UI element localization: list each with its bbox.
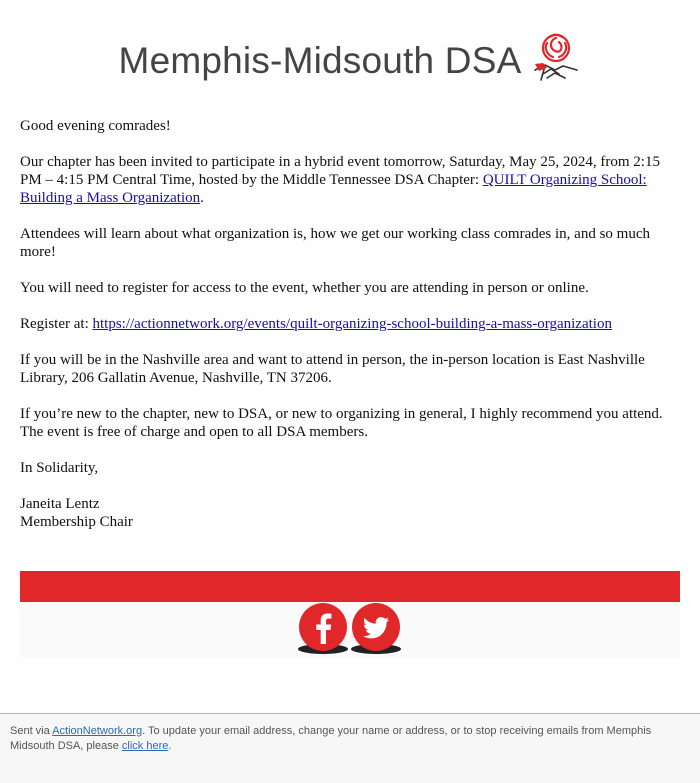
twitter-icon[interactable] (350, 603, 402, 655)
register-paragraph (20, 315, 680, 333)
email-body (20, 117, 680, 531)
unsubscribe-link[interactable]: click here (121, 740, 169, 752)
location-paragraph: If you will be in the Nashville area and want to attend in person, the in-person location is East Nashville Library, 206 Gallatin Avenue, Nashville, TN 37206. (20, 352, 645, 386)
footer-text (10, 724, 680, 754)
footer-middle: . To update your email address, change your name or address, or to stop receiving emails from Memphis Midsouth DSA, please (10, 725, 652, 752)
footer-prefix: Sent via (10, 725, 53, 737)
sender-name: Janeita Lentz (20, 496, 100, 512)
email-header (0, 34, 700, 88)
register-label: Register at: (20, 316, 93, 332)
event-link[interactable]: QUILT Organizing School: Building a Mass Organization (20, 172, 647, 206)
chapter-title: Memphis-Midsouth DSA (118, 40, 522, 81)
greeting: Good evening comrades! (20, 118, 171, 134)
event-paragraph (20, 153, 680, 207)
facebook-icon[interactable] (297, 603, 349, 655)
actionnetwork-link[interactable]: ActionNetwork.org (52, 725, 143, 737)
sender-title: Membership Chair (20, 514, 133, 530)
closing: In Solidarity, (20, 460, 99, 476)
register-link[interactable]: https://actionnetwork.org/events/quilt-organizing-school-building-a-mass-organization (92, 316, 612, 332)
attendees-paragraph: Attendees will learn about what organization is, how we get our working class comrades in, and so much more! (20, 226, 650, 260)
event-text-end: . (200, 190, 204, 206)
recommend-paragraph: If you’re new to the chapter, new to DSA, or new to organizing in general, I highly recommend you attend. The event is free of charge and open to all DSA members. (20, 406, 663, 440)
footer-suffix: . (168, 740, 172, 752)
event-text: Our chapter has been invited to participate in a hybrid event tomorrow, Saturday, May 25, 2024, from 2:15 PM – 4:15 PM Central Time, hosted by the Middle Tennessee DSA Chapter: (20, 154, 660, 188)
register-info-paragraph: You will need to register for access to the event, whether you are attending in person or online. (20, 280, 589, 296)
red-divider-bar (20, 571, 680, 602)
rose-handshake-logo-icon (531, 30, 581, 84)
email-footer (0, 713, 700, 783)
